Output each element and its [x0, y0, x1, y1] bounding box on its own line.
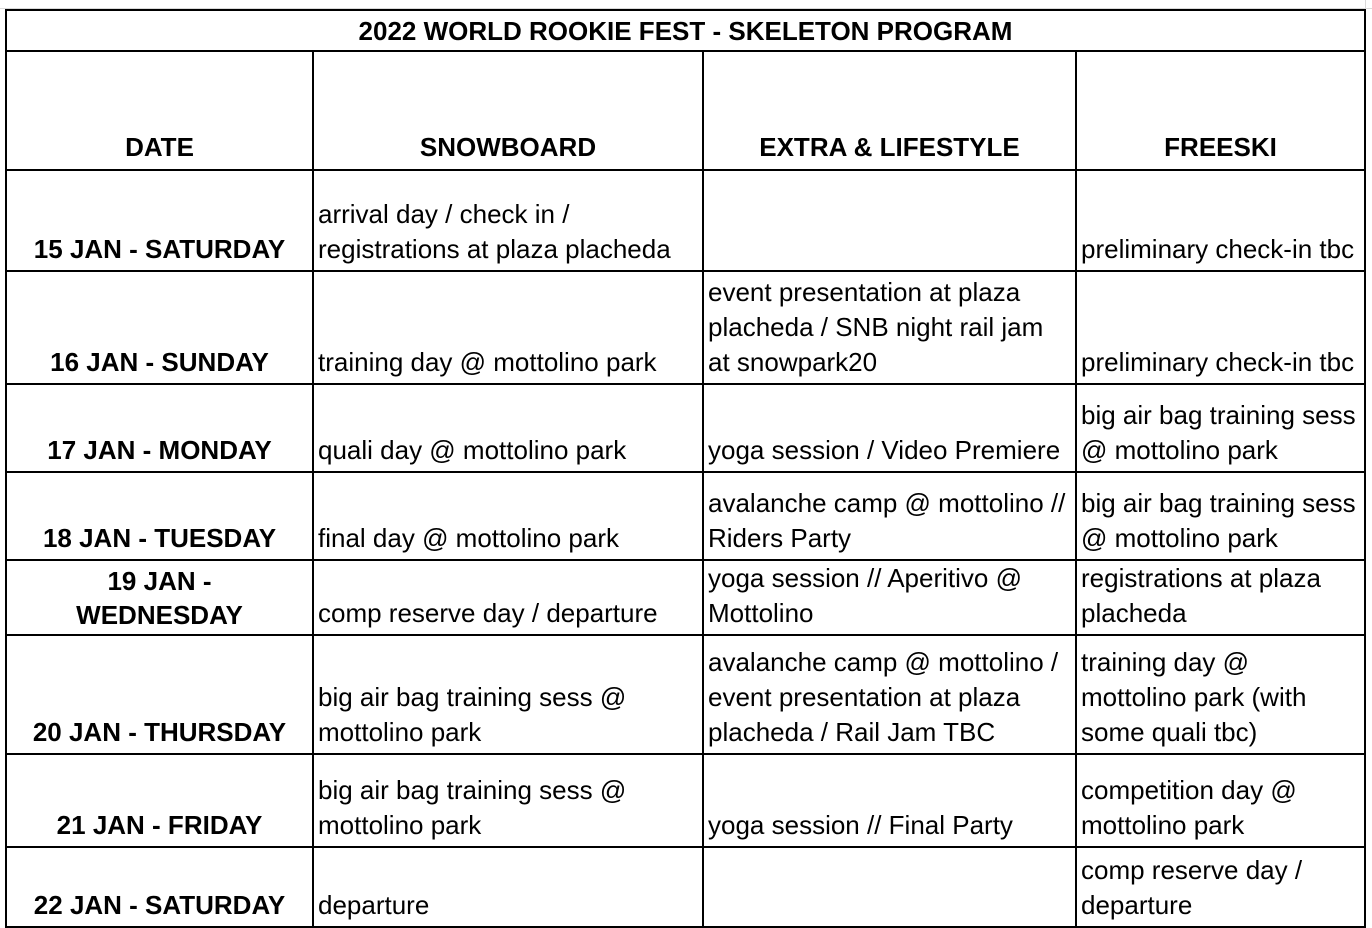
- header-extra-lifestyle[interactable]: EXTRA & LIFESTYLE: [703, 51, 1076, 170]
- extra-cell[interactable]: [703, 847, 1076, 927]
- freeski-cell[interactable]: competition day @ mottolino park: [1076, 754, 1365, 847]
- extra-cell[interactable]: event presentation at plaza placheda / SNB night rail jam at snowpark20: [703, 271, 1076, 384]
- table-row: [6, 170, 1365, 271]
- table-row: [6, 847, 1365, 927]
- snowboard-cell[interactable]: quali day @ mottolino park: [313, 384, 703, 472]
- snowboard-cell[interactable]: big air bag training sess @ mottolino park: [313, 635, 703, 754]
- extra-cell[interactable]: [703, 170, 1076, 271]
- freeski-cell[interactable]: preliminary check-in tbc: [1076, 170, 1365, 271]
- date-cell[interactable]: 16 JAN - SUNDAY: [6, 271, 313, 384]
- table-row: [6, 271, 1365, 384]
- freeski-cell[interactable]: registrations at plaza placheda: [1076, 560, 1365, 635]
- header-snowboard[interactable]: SNOWBOARD: [313, 51, 703, 170]
- freeski-cell[interactable]: training day @ mottolino park (with some quali tbc): [1076, 635, 1365, 754]
- snowboard-cell[interactable]: big air bag training sess @ mottolino park: [313, 754, 703, 847]
- date-cell[interactable]: 21 JAN - FRIDAY: [6, 754, 313, 847]
- date-cell[interactable]: 18 JAN - TUESDAY: [6, 472, 313, 560]
- table-row: [6, 635, 1365, 754]
- header-date[interactable]: DATE: [6, 51, 313, 170]
- table-row: [6, 560, 1365, 635]
- table-title[interactable]: 2022 WORLD ROOKIE FEST - SKELETON PROGRAM: [6, 10, 1365, 51]
- date-cell[interactable]: 15 JAN - SATURDAY: [6, 170, 313, 271]
- table-row: [6, 754, 1365, 847]
- snowboard-cell[interactable]: final day @ mottolino park: [313, 472, 703, 560]
- freeski-cell[interactable]: big air bag training sess @ mottolino park: [1076, 472, 1365, 560]
- snowboard-cell[interactable]: departure: [313, 847, 703, 927]
- snowboard-cell[interactable]: arrival day / check in / registrations at plaza placheda: [313, 170, 703, 271]
- table-row: [6, 472, 1365, 560]
- extra-cell[interactable]: yoga session / Video Premiere: [703, 384, 1076, 472]
- extra-cell[interactable]: yoga session // Final Party: [703, 754, 1076, 847]
- date-cell[interactable]: 20 JAN - THURSDAY: [6, 635, 313, 754]
- snowboard-cell[interactable]: comp reserve day / departure: [313, 560, 703, 635]
- header-freeski[interactable]: FREESKI: [1076, 51, 1365, 170]
- program-table: [5, 9, 1366, 928]
- snowboard-cell[interactable]: training day @ mottolino park: [313, 271, 703, 384]
- extra-cell[interactable]: yoga session // Aperitivo @ Mottolino: [703, 560, 1076, 635]
- date-cell[interactable]: 17 JAN - MONDAY: [6, 384, 313, 472]
- freeski-cell[interactable]: comp reserve day / departure: [1076, 847, 1365, 927]
- extra-cell[interactable]: avalanche camp @ mottolino / event presentation at plaza placheda / Rail Jam TBC: [703, 635, 1076, 754]
- date-cell[interactable]: 19 JAN - WEDNESDAY: [6, 560, 313, 635]
- freeski-cell[interactable]: preliminary check-in tbc: [1076, 271, 1365, 384]
- date-cell[interactable]: 22 JAN - SATURDAY: [6, 847, 313, 927]
- header-row: [6, 51, 1365, 170]
- title-row: [6, 10, 1365, 51]
- extra-cell[interactable]: avalanche camp @ mottolino // Riders Party: [703, 472, 1076, 560]
- table-row: [6, 384, 1365, 472]
- freeski-cell[interactable]: big air bag training sess @ mottolino park: [1076, 384, 1365, 472]
